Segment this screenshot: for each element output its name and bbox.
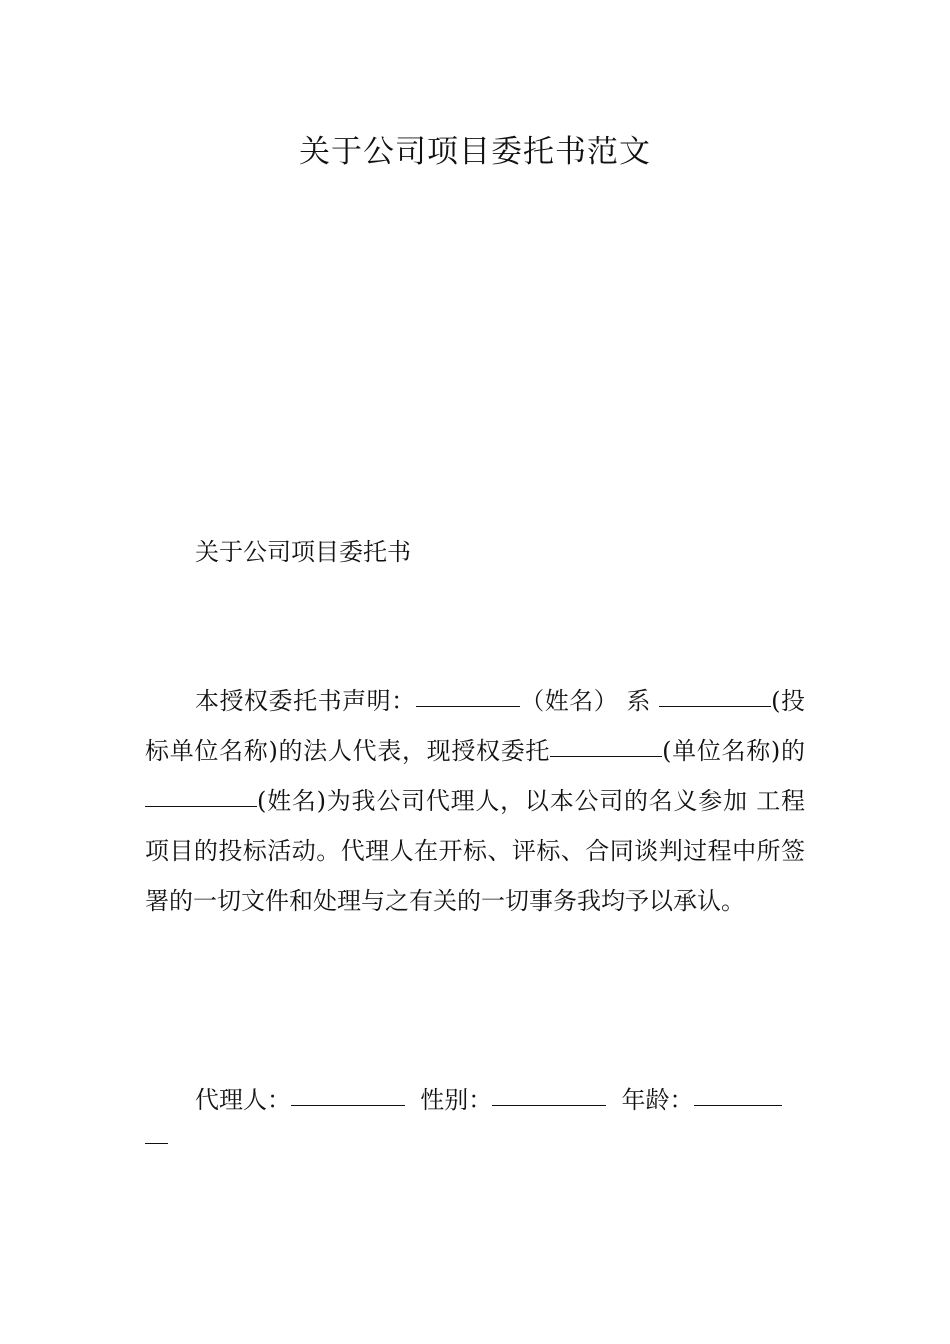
delegate-company-blank xyxy=(550,732,662,757)
age-label: 年龄： xyxy=(621,1086,694,1114)
authorization-paragraph xyxy=(145,676,805,926)
representative-text: (投标单位名称)的法人代表，现授权委托 xyxy=(145,687,805,765)
agent-name-blank xyxy=(145,782,257,807)
gender-field-blank xyxy=(492,1081,606,1106)
agent-info-line xyxy=(195,1080,782,1115)
gender-label: 性别： xyxy=(420,1086,493,1114)
statement-text: 本授权委托书声明： xyxy=(195,687,416,715)
name-label-text: （姓名） 系 xyxy=(519,687,660,715)
agent-field-blank xyxy=(291,1081,405,1106)
name-blank xyxy=(416,682,520,707)
unit-name-text: (单位名称)的 xyxy=(662,737,805,765)
document-title: 关于公司项目委托书范文 xyxy=(299,134,651,170)
agent-clause-text: (姓名)为我公司代理人，以本公司的名义参加 工程项目的投标活动。代理人在开标、评标、合同谈判过程中所签署的一切文件和处理与之有关的一切事务我均予以承认。 xyxy=(145,787,805,915)
document-subtitle: 关于公司项目委托书 xyxy=(195,538,411,566)
company-blank xyxy=(659,682,771,707)
age-field-blank xyxy=(694,1081,782,1106)
agent-label: 代理人： xyxy=(195,1086,291,1114)
age-field-blank-continued xyxy=(145,1143,168,1144)
